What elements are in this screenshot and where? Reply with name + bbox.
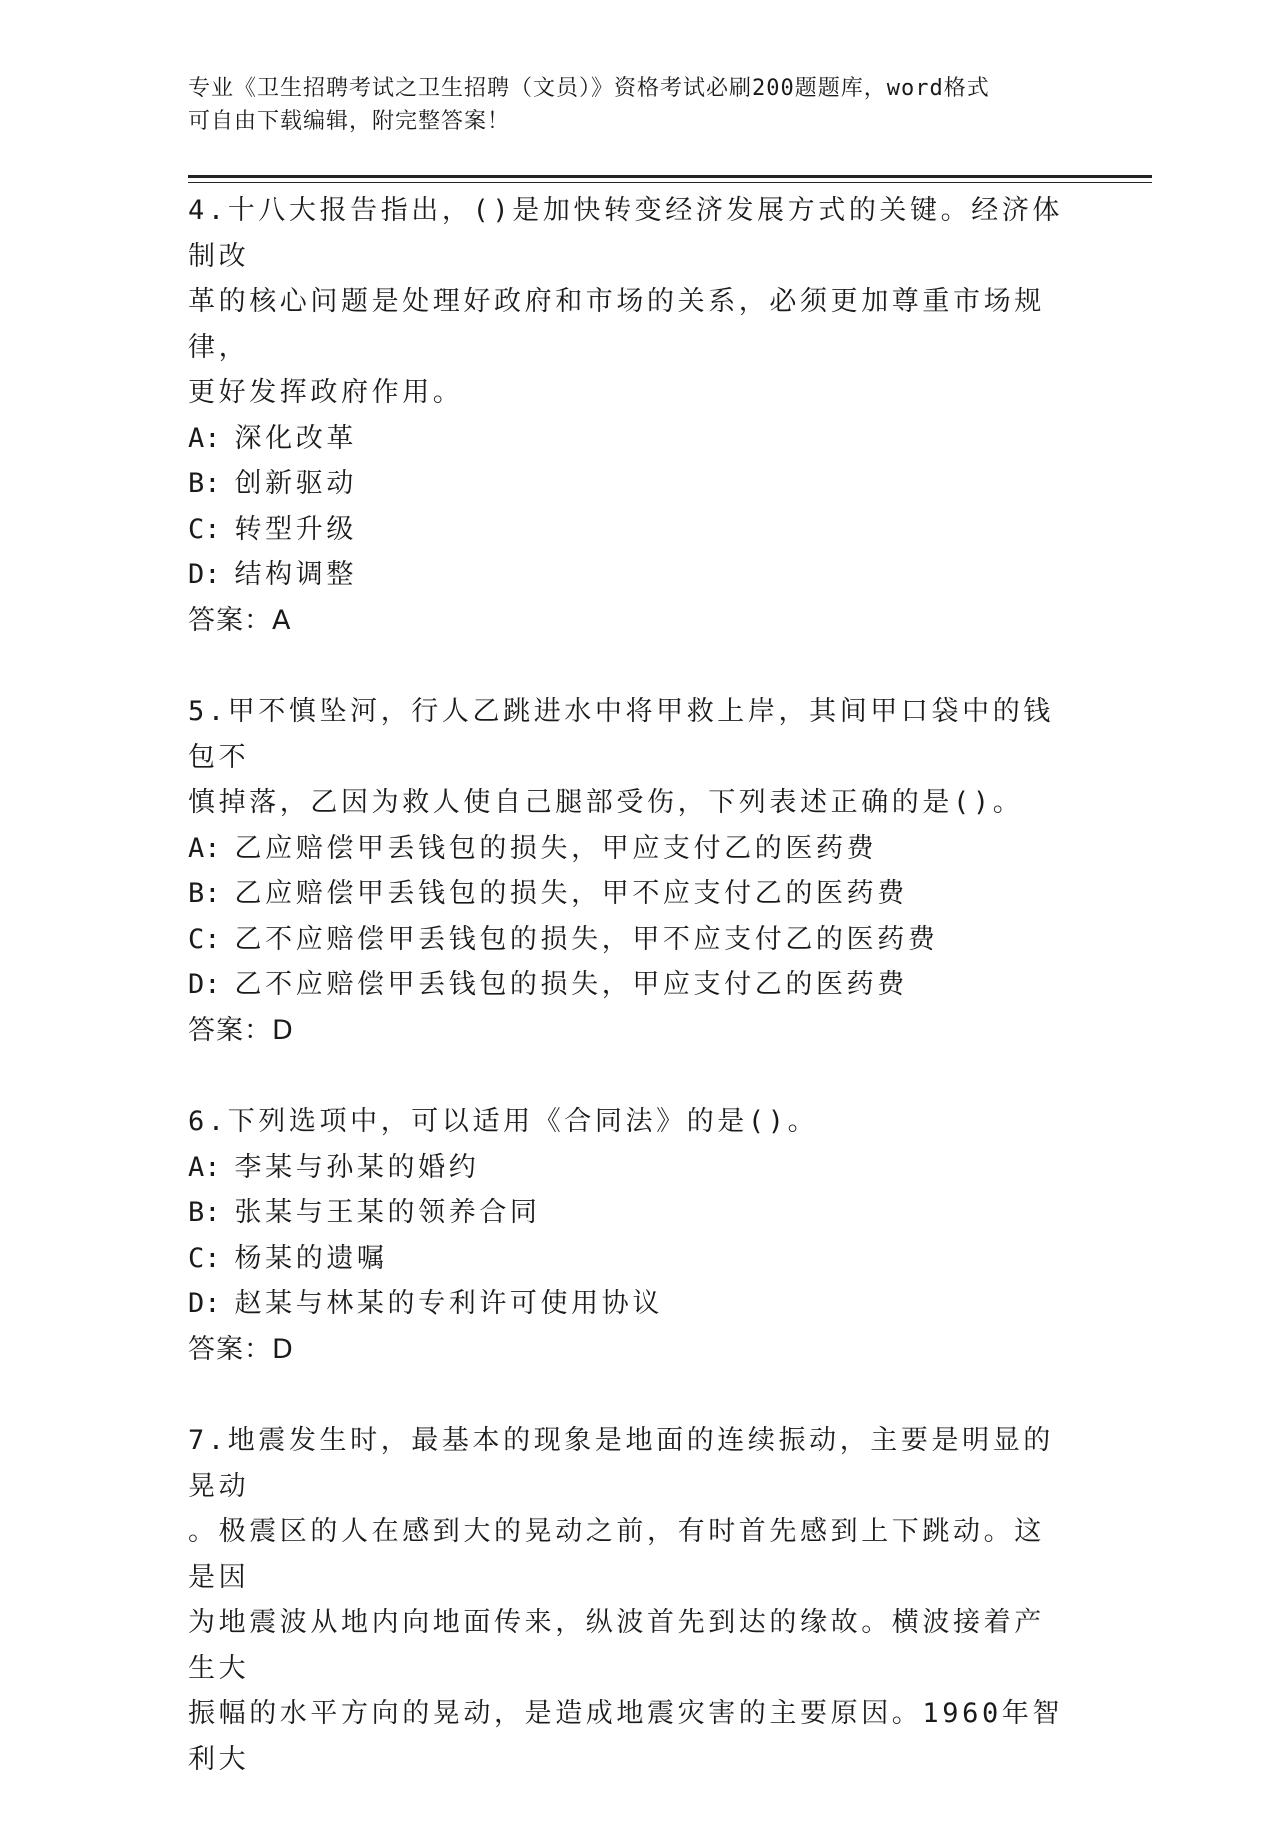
answer-option [188,917,1068,963]
question-block [188,689,1068,1053]
answer-key: 答案：A [188,604,292,636]
question-stem [188,1418,1068,1782]
question-stem-line: 为地震波从地内向地面传来，纵波首先到达的缘故。横波接着产生大 [188,1607,1045,1684]
question-stem-line: 振幅的水平方向的晃动，是造成地震灾害的主要原因。1960年智利大 [188,1698,1064,1775]
header-divider-thick [188,175,1152,178]
question-block [188,1418,1068,1782]
option-letter: C: [188,1242,221,1274]
option-letter: D: [188,559,221,590]
answer-option [188,416,1068,462]
header-divider-thin [188,182,1152,183]
question-stem-line: 更好发挥政府作用。 [188,377,464,408]
question-block [188,188,1068,643]
answer-option [188,507,1068,553]
option-letter: C: [188,513,221,545]
option-text: 赵某与林某的专利许可使用协议 [234,1288,663,1319]
question-stem [188,1099,1068,1145]
option-letter: B: [188,878,221,909]
option-text: 乙不应赔偿甲丢钱包的损失，甲不应支付乙的医药费 [234,923,939,955]
option-letter: D: [188,1288,221,1319]
question-stem-line: 4.十八大报告指出，()是加快转变经济发展方式的关键。经济体制改 [188,195,1064,272]
option-text: 杨某的遗嘱 [234,1242,388,1274]
option-letter: A: [188,422,221,454]
question-stem-line: 7.地震发生时，最基本的现象是地面的连续振动，主要是明显的晃动 [188,1425,1054,1502]
answer-option [188,552,1068,598]
question-stem-line: 革的核心问题是处理好政府和市场的关系，必须更加尊重市场规律， [188,286,1045,363]
answer-option [188,826,1068,872]
option-text: 乙不应赔偿甲丢钱包的损失，甲应支付乙的医药费 [234,969,908,1000]
option-letter: C: [188,923,221,955]
answer-option [188,461,1068,507]
option-text: 乙应赔偿甲丢钱包的损失，甲应支付乙的医药费 [234,832,878,864]
option-text: 结构调整 [234,559,357,590]
answer-key: 答案：D [188,1333,294,1365]
option-text: 深化改革 [234,422,357,454]
option-text: 创新驱动 [234,468,357,499]
question-stem-line: 5.甲不慎坠河，行人乙跳进水中将甲救上岸，其间甲口袋中的钱包不 [188,696,1054,773]
question-stem-line: 慎掉落，乙因为救人使自己腿部受伤，下列表述正确的是()。 [188,787,1024,818]
answer-option [188,1190,1068,1236]
option-text: 李某与孙某的婚约 [234,1151,480,1183]
option-letter: B: [188,1197,221,1228]
option-text: 张某与王某的领养合同 [234,1197,541,1228]
answer-option [188,1236,1068,1282]
header-line-2: 可自由下载编辑，附完整答案！ [188,109,511,134]
option-text: 转型升级 [234,513,357,545]
option-text: 乙应赔偿甲丢钱包的损失，甲不应支付乙的医药费 [234,878,908,909]
document-header [188,72,1088,138]
answer-option [188,871,1068,917]
question-stem [188,188,1068,416]
question-list [188,188,1068,1828]
question-stem [188,689,1068,826]
answer-key: 答案：D [188,1014,294,1046]
option-letter: A: [188,832,221,864]
option-letter: A: [188,1151,221,1183]
option-letter: B: [188,468,221,499]
header-line-1: 专业《卫生招聘考试之卫生招聘（文员）》资格考试必刷200题题库，word格式 [188,76,990,101]
question-block [188,1099,1068,1372]
answer-option [188,1145,1068,1191]
question-stem-line: 6.下列选项中，可以适用《合同法》的是()。 [188,1106,819,1137]
option-letter: D: [188,969,221,1000]
answer-option [188,1281,1068,1327]
question-stem-line: 。极震区的人在感到大的晃动之前，有时首先感到上下跳动。这是因 [188,1516,1045,1593]
answer-option [188,962,1068,1008]
